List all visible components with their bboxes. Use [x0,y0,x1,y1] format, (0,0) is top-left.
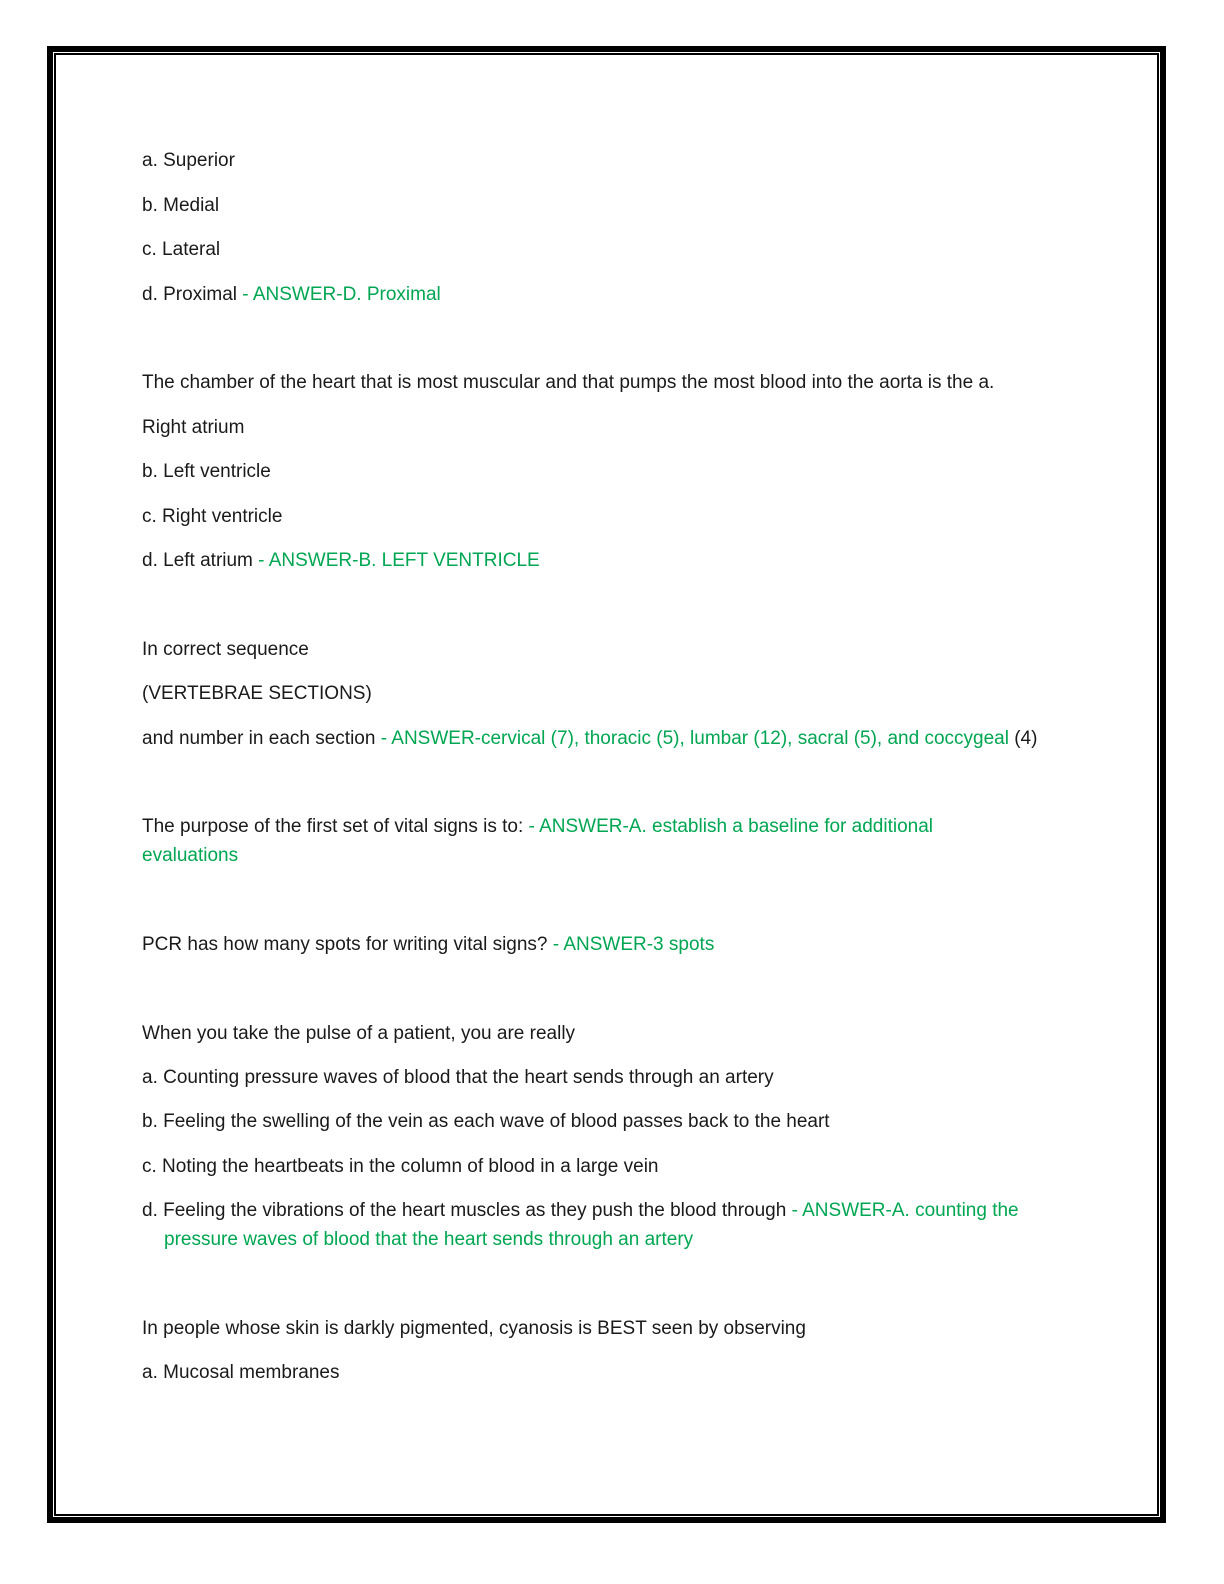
question-text: In correct sequence [142,639,309,660]
text-line: and number in each section - ANSWER-cervical (7), thoracic (5), lumbar (12), sacral (5), and coccygeal (4) [142,728,1038,749]
text-line: (VERTEBRAE SECTIONS) [142,683,372,704]
answer-text: - ANSWER-A. counting the [786,1200,1019,1221]
text-line: d. Left atrium - ANSWER-B. LEFT VENTRICLE [142,550,540,571]
question-text: PCR has how many spots for writing vital signs? - ANSWER-3 spots [142,934,715,955]
text-line: c. Right ventricle [142,506,283,527]
answer-continuation [142,841,238,870]
question-text: The chamber of the heart that is most muscular and that pumps the most blood into the aorta is the a. [142,372,995,393]
answer-text: - ANSWER-A. establish a baseline for additional [523,816,933,837]
text-line: b. Feeling the swelling of the vein as each wave of blood passes back to the heart [142,1111,830,1132]
answer-text: - ANSWER-cervical (7), thoracic (5), lumbar (12), sacral (5), and coccygeal [375,728,1009,749]
text-line: b. Medial [142,195,220,216]
text-line: a. Mucosal membranes [142,1362,340,1383]
answer-continuation [142,1225,693,1254]
page-border-inner [54,53,1159,1516]
answer-text: - ANSWER-3 spots [547,934,715,955]
answer-text: - ANSWER-B. LEFT VENTRICLE [252,550,540,571]
answer-text: pressure waves of blood that the heart sends through an artery [164,1229,694,1250]
text-line: c. Noting the heartbeats in the column of blood in a large vein [142,1156,659,1177]
answer-text: - ANSWER-D. Proximal [237,284,441,305]
text-line: Right atrium [142,417,245,438]
text-line: b. Left ventricle [142,461,271,482]
text-line: a. Superior [142,150,235,171]
answer-text: evaluations [142,845,239,866]
text-line: a. Counting pressure waves of blood that the heart sends through an artery [142,1067,774,1088]
text-line: d. Proximal - ANSWER-D. Proximal [142,284,441,305]
text-line: c. Lateral [142,239,221,260]
question-text: In people whose skin is darkly pigmented, cyanosis is BEST seen by observing [142,1318,806,1339]
question-text: When you take the pulse of a patient, you are really [142,1023,576,1044]
text-line: d. Feeling the vibrations of the heart muscles as they push the blood through - ANSWER-A. counting the [142,1200,1019,1221]
question-text: The purpose of the first set of vital signs is to: - ANSWER-A. establish a baseline for additional [142,816,933,837]
